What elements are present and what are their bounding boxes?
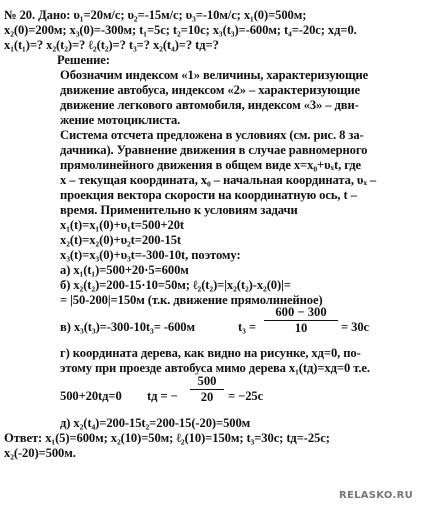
part-g-line-2: этому при проезде автобуса мимо дерева x₁(tд)=xд=0 т.е. [60,361,370,375]
solution-line: движение легкового автомобиля, индексом «3» – дви- [60,98,359,112]
fraction-numerator: 500 [197,374,217,388]
solution-line: дачника). Уравнение движения в случае равномерного [60,143,368,157]
solution-line: Система отсчета предложена в условиях (см. рис. 8 за- [60,128,364,142]
given-line-1 [4,8,417,22]
part-g-line-1: г) координата дерева, как видно на рисунке, xд=0, по- [60,346,361,360]
solution-line: время. Применительно к условиям задачи [60,203,298,217]
part-v-result: = 30с [341,320,370,334]
part-v-t3: t₃ = [238,320,256,334]
equation-line: x₁(t)=x₁(0)+υ₁t=500+20t [60,218,185,232]
solution-line: прямолинейного движения в общем виде x=x₀+υₓt, где [60,158,361,172]
given-line-3: x₁(t₁)=? x₂(t₂)=? ℓ₂(t₂)=? t₃=? x₂(t₄)=? tд=? [4,38,219,52]
part-g-fraction [190,375,224,404]
solution-line: x – текущая координата, x₀ – начальная координата, υₓ – [60,173,377,187]
part-d-line: д) x₂(t₄)=200-15t₂=200-15(-20)=500м [60,416,251,430]
problem-number: № 20. [4,8,36,22]
solution-line: проекция вектора скорости на координатную ось, t – [60,188,357,202]
site-watermark: RELASKO.RU [338,490,413,501]
solution-line: движение автобуса, индексом «2» – характеризующие [60,83,360,97]
solution-line: Обозначим индексом «1» величины, характеризующие [60,68,369,82]
part-g-result: = −25с [228,389,264,403]
solution-line: жение мотоциклиста. [60,113,181,127]
given-text-1: Дано: υ₁=20м/с; υ₂=-15м/с; υ₃=-10м/с; x₁(0)=500м; [38,8,307,22]
part-v-left: в) x₃(t₃)=-300-10t₃= -600м [60,320,195,334]
given-line-2: x₂(0)=200м; x₃(0)=-300м; t₁=5с; t₂=10с; x₃(t₃)=-600м; t₄=-20с; xд=0. [4,23,357,37]
part-g-td: tд = − [147,389,178,403]
equation-line: x₂(t)=x₂(0)+υ₂t=200-15t [60,233,182,247]
equation-line: x₃(t)=x₃(0)+υ₃t=-300-10t, поэтому: [60,248,241,262]
part-a-line: а) x₁(t₁)=500+20·5=600м [60,263,189,277]
solution-heading: Решение: [57,53,110,67]
part-g-equation: 500+20tд=0 [60,389,122,403]
part-v-fraction [264,306,338,335]
fraction-denominator: 10 [294,321,308,335]
part-b-line: б) x₂(t₂)=200-15·10=50м; ℓ₂(t₂)=|x₂(t₂)-x₂(0)|= [60,278,291,292]
answer-line-2: x₂(-20)=500м. [4,446,76,460]
answer-line-1: Ответ: x₁(5)=600м; x₂(10)=50м; ℓ₂(10)=150м; t₃=30с; tд=-25с; [4,431,330,445]
fraction-numerator: 600 − 300 [275,305,327,319]
fraction-denominator: 20 [200,390,214,404]
part-b-line-2: = |50-200|=150м (т.к. движение прямолинейное) [60,293,323,307]
